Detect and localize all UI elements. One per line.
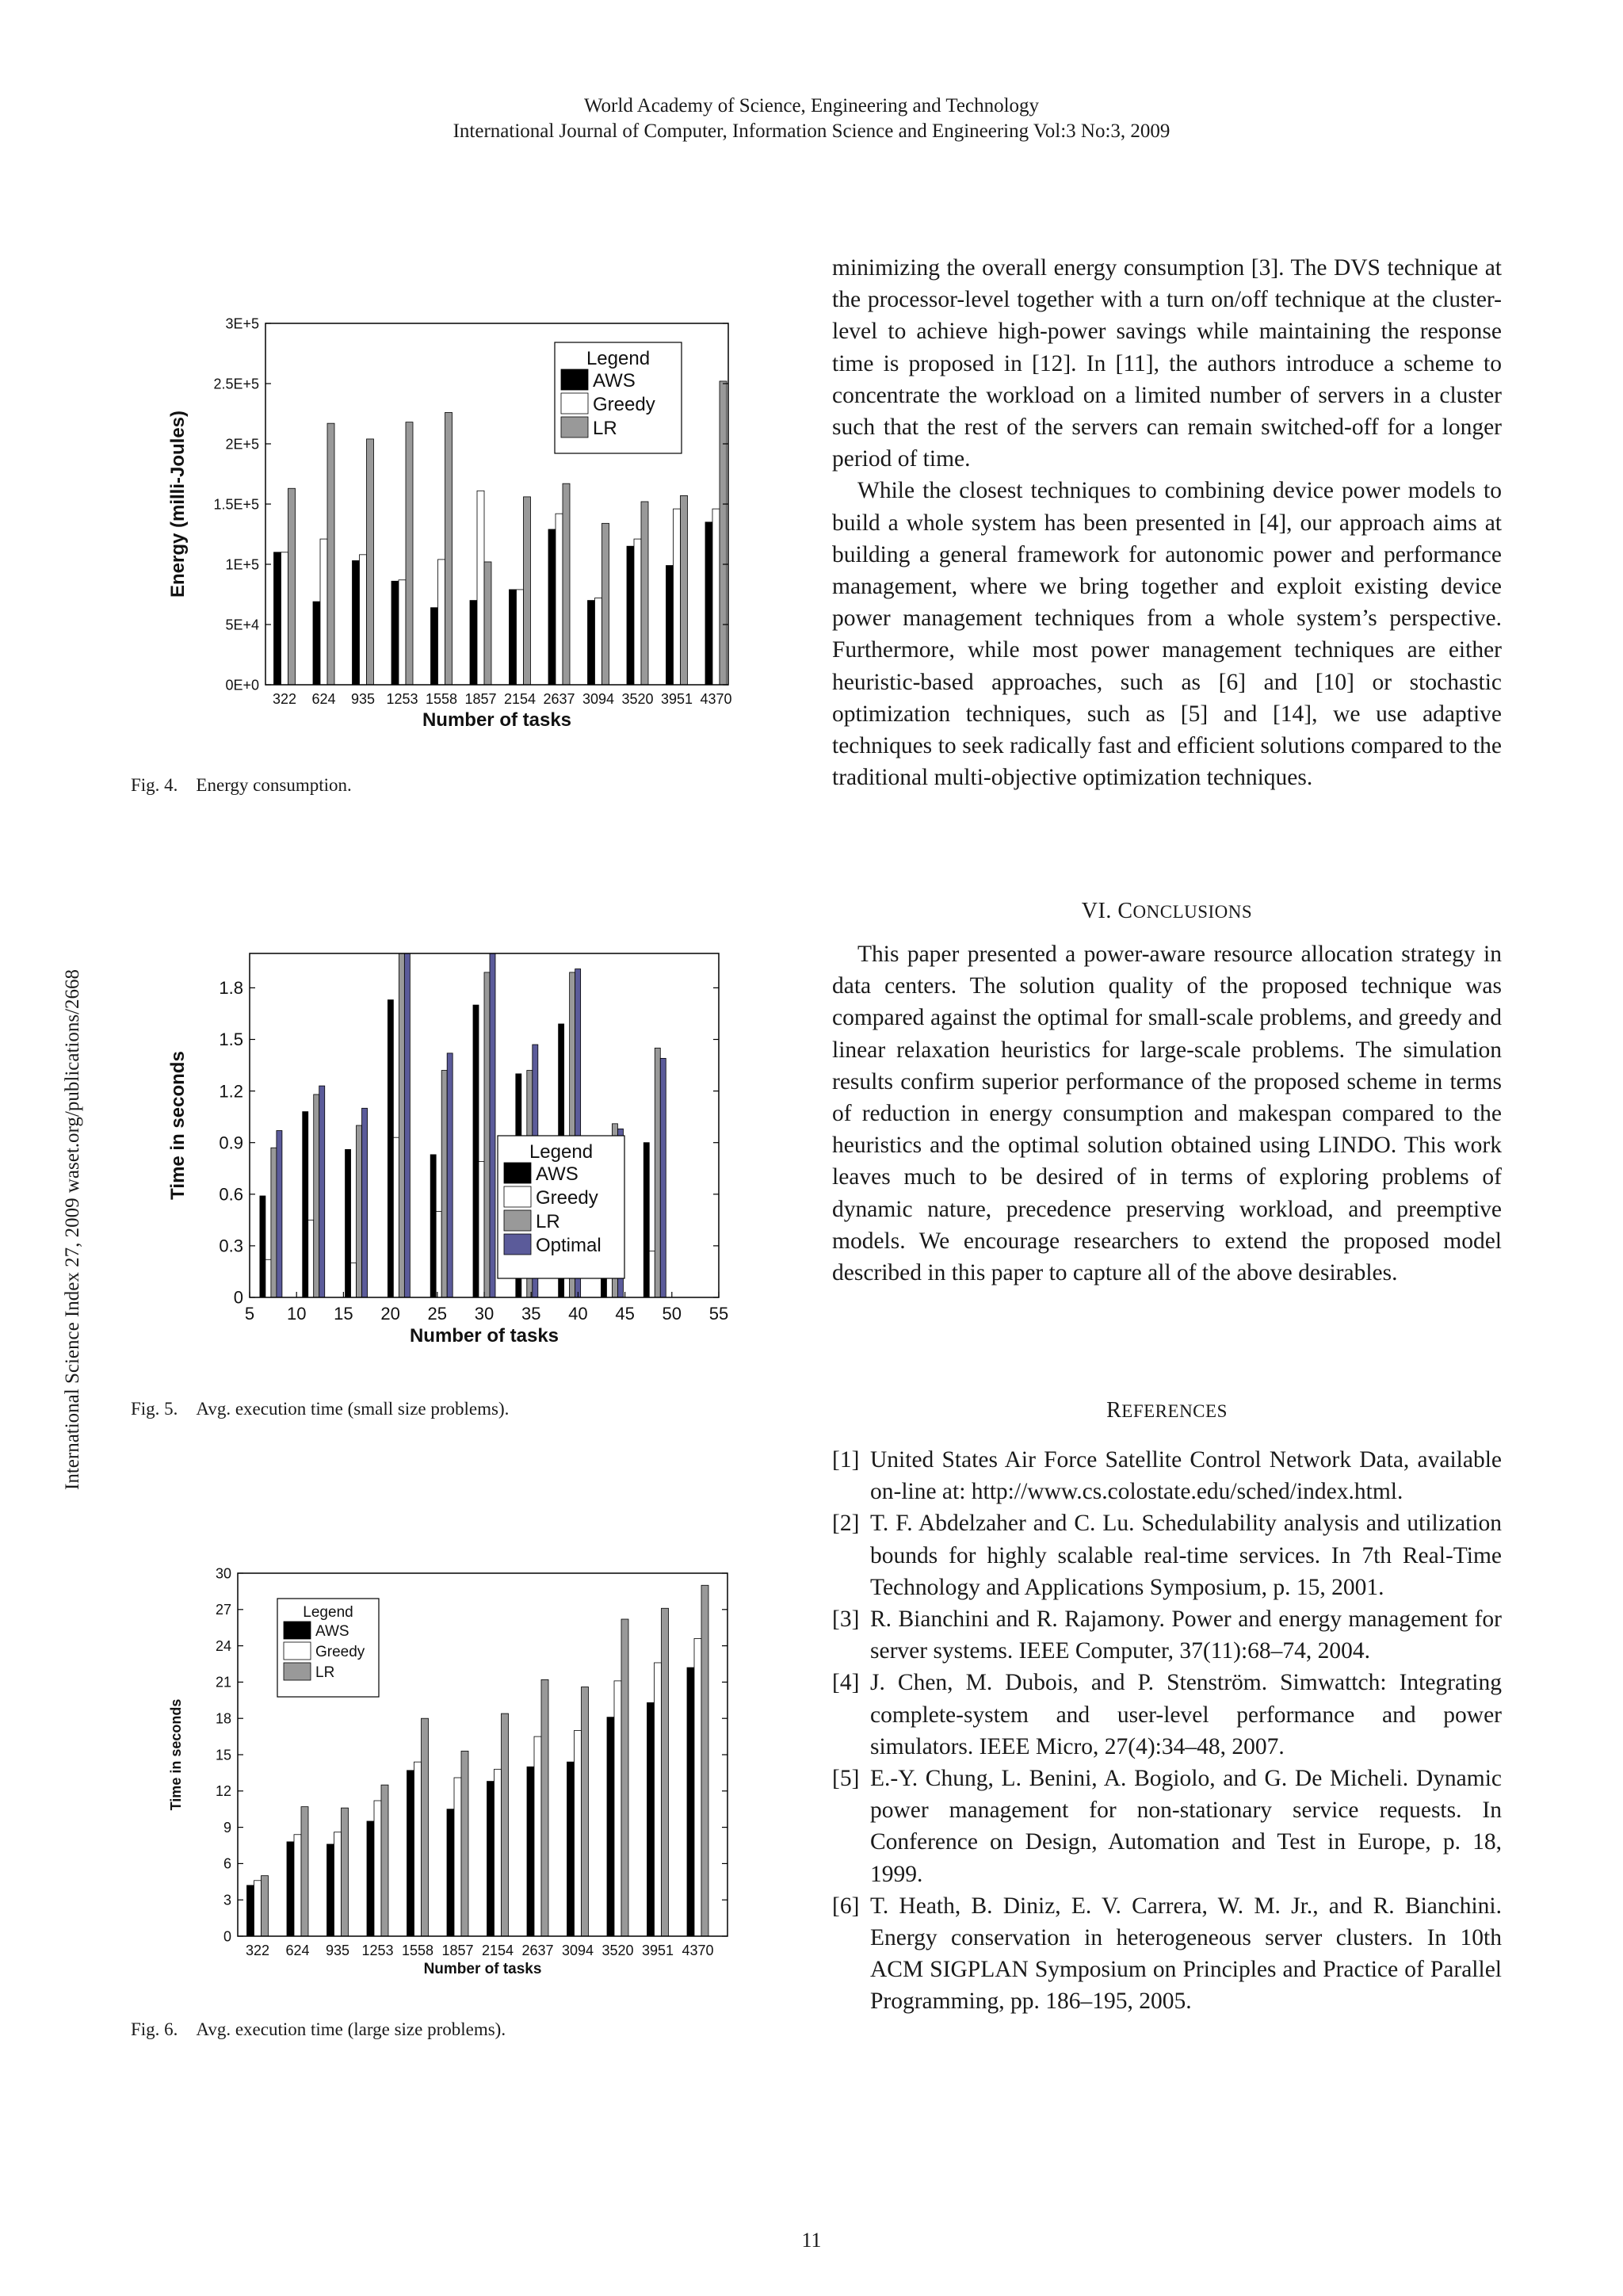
x-tick-label: 1558 [401,1943,434,1958]
legend-swatch-greedy [504,1186,531,1207]
bar-lr [381,1785,388,1936]
fig4-chart [127,309,753,753]
x-tick-label: 45 [615,1304,635,1324]
legend-title: Legend [529,1141,594,1163]
bar-lr [399,945,404,1297]
y-axis-title: Time in seconds [167,1051,189,1200]
y-axis-title: Energy (milli-Joules) [167,410,189,598]
bar-aws [260,1196,265,1297]
x-tick-label: 2154 [503,691,537,707]
bar-greedy [575,1730,582,1936]
x-tick-label: 935 [350,691,376,707]
bar-greedy [294,1835,301,1936]
bar-aws [346,1149,351,1297]
y-tick-label: 18 [215,1710,231,1727]
bar-lr [445,412,453,685]
figure-5 [127,939,753,1367]
x-tick-label: 322 [245,1943,270,1958]
bar-greedy [320,539,327,685]
legend [555,342,682,453]
y-tick-label: 12 [215,1783,231,1800]
reference-text: J. Chen, M. Dubois, and P. Stenström. Simwattch: Integrating complete-system and user-level performance and power simulators. IEEE Micro, 27(4):34–48, 2007. [870,1670,1502,1759]
y-tick-label: 3E+5 [225,315,259,332]
bar-lr [367,439,374,685]
legend-label: Greedy [315,1644,365,1660]
bar-aws [567,1762,575,1936]
bar-greedy [712,509,720,685]
bar-aws [303,1112,308,1297]
x-tick-label: 322 [272,691,297,707]
bar-aws [447,1809,454,1936]
legend-swatch-lr [284,1663,311,1680]
legend-swatch-aws [504,1163,531,1183]
reference-text: T. Heath, B. Diniz, E. V. Carrera, W. M. Jr., and R. Bianchini. Energy conservation in heterogeneous server clusters. In 10th ACM SIGPLAN Symposium on Principles and Practice of Parallel Programming, pp. 186–195, 2005. [870,1893,1502,2015]
reference-text: R. Bianchini and R. Rajamony. Power and energy management for server systems. IEEE Computer, 37(11):68–74, 2004. [870,1606,1502,1664]
bar-lr [541,1679,548,1936]
bar-lr [582,1687,589,1936]
bar-aws [391,581,399,685]
bar-greedy [454,1778,461,1936]
y-tick-label: 30 [215,1565,231,1582]
y-tick-label: 0.6 [219,1184,243,1205]
right-column-text [832,252,1502,793]
bar-aws [527,1767,534,1936]
bar-aws [607,1717,614,1936]
bar-greedy [374,1801,381,1936]
legend-label: Greedy [536,1187,598,1209]
bar-greedy [614,1681,621,1936]
bar-optimal [490,945,495,1297]
legend-label: AWS [536,1163,579,1185]
x-tick-label: 935 [325,1943,350,1958]
bar-aws [705,522,712,685]
legend-swatch-lr [504,1210,531,1231]
journal-header [0,94,1623,144]
bar-greedy [281,552,288,685]
legend-label: Optimal [536,1235,601,1256]
x-tick-label: 4370 [700,691,732,707]
reference-number: [1] [832,1447,860,1473]
x-tick-label: 50 [662,1304,682,1324]
y-axis-title: Time in seconds [168,1698,184,1811]
bar-aws [431,608,438,685]
legend-swatch-aws [561,369,588,390]
bar-aws [510,590,517,685]
x-tick-label: 2154 [481,1943,514,1958]
bar-aws [588,601,595,685]
bar-greedy [694,1638,701,1936]
bar-aws [407,1771,414,1936]
x-axis-title: Number of tasks [422,709,572,731]
bar-optimal [319,1086,325,1297]
bar-lr [524,497,531,685]
y-tick-label: 0E+0 [225,677,259,693]
bar-greedy [479,1162,484,1297]
bar-aws [247,1885,254,1936]
y-tick-label: 0.3 [219,1236,243,1256]
reference-number: [5] [832,1766,860,1792]
legend-label: LR [536,1211,560,1232]
bar-lr [271,1148,277,1297]
bar-greedy [595,598,602,685]
bar-lr [720,381,727,685]
legend-swatch-aws [284,1622,311,1639]
bar-lr [641,502,648,685]
fig5-caption: Fig. 5. Avg. execution time (small size problems). [131,1399,510,1419]
legend [498,1136,624,1278]
bar-aws [687,1668,694,1936]
bar-lr [655,1048,660,1297]
bar-aws [313,602,320,685]
reference-text: United States Air Force Satellite Control Network Data, available on-line at: http://www.cs.colostate.edu/sched/index.html. [870,1447,1502,1505]
bar-aws [287,1842,294,1936]
bar-greedy [265,1259,271,1297]
bar-greedy [495,1769,502,1936]
y-tick-label: 0.9 [219,1133,243,1153]
x-tick-label: 624 [285,1943,310,1958]
bar-lr [621,1619,628,1936]
x-tick-label: 3094 [582,691,615,707]
bar-lr [327,423,334,685]
y-tick-label: 1.8 [219,978,243,999]
reference-list [832,1444,1502,2018]
bar-greedy [674,509,681,685]
bar-optimal [660,1058,666,1297]
legend-label: LR [593,418,617,439]
body-paragraph-2: While the closest techniques to combining device power models to build a whole system has been presented in [4], our approach aims at building a general framework for autonomic power and performance management, where we bring together and exploit existing device power management techniques from a whole system’s perspective. Furthermore, while most power management techniques are either heuristic-based approaches, such as [6] and [10] or stochastic optimization techniques, such as [5] and [14], we use adaptive techniques to seek radically fast and efficient solutions compared to the traditional multi-objective optimization techniques. [832,478,1502,791]
heading-initial: R [1106,1398,1122,1423]
bar-optimal [404,945,410,1297]
x-tick-label: 4370 [682,1943,714,1958]
x-tick-label: 3951 [641,1943,674,1958]
y-tick-label: 0 [223,1928,231,1945]
bar-aws [666,566,674,685]
x-tick-label: 1857 [464,691,497,707]
x-tick-label: 3951 [660,691,693,707]
y-tick-label: 27 [215,1602,231,1618]
bar-greedy [393,1137,399,1297]
y-tick-label: 2.5E+5 [213,376,259,392]
heading-smallcaps: EFERENCES [1121,1401,1228,1421]
legend-label: AWS [593,370,636,392]
legend-title: Legend [303,1604,353,1621]
bar-aws [274,552,281,685]
x-tick-label: 25 [427,1304,448,1324]
y-tick-label: 1.5E+5 [213,496,259,513]
reference-number: [6] [832,1893,860,1919]
y-tick-label: 21 [215,1674,231,1690]
body-paragraph-1: minimizing the overall energy consumption [3]. The DVS technique at the processor-level together with a turn on/off technique at the cluster-level to achieve high-power savings while maintaining the response time is proposed in [12]. In [11], the authors introduce a scheme to concentrate the workload on a limited number of servers in a cluster such that the rest of the servers can remain switched-off for a longer period of time. [832,255,1502,472]
bar-greedy [334,1832,342,1936]
reference-item [832,1444,1502,1507]
x-tick-label: 3520 [621,691,654,707]
heading-smallcaps: ONCLUSIONS [1132,902,1253,922]
bar-lr [484,562,491,685]
reference-item [832,1763,1502,1890]
reference-number: [4] [832,1670,860,1696]
y-tick-label: 9 [223,1819,231,1836]
bar-aws [470,601,477,685]
bar-aws [473,1005,479,1297]
x-tick-label: 3094 [561,1943,594,1958]
bar-lr [662,1608,669,1936]
y-tick-label: 1.2 [219,1081,243,1102]
bar-greedy [534,1736,541,1936]
bar-lr [314,1095,319,1297]
x-axis-title: Number of tasks [423,1961,542,1977]
y-tick-label: 24 [215,1637,231,1654]
bar-greedy [517,590,524,685]
bar-greedy [655,1663,662,1936]
x-tick-label: 30 [474,1304,495,1324]
figure-6 [127,1557,753,1993]
bar-aws [388,1000,393,1297]
reference-item [832,1603,1502,1667]
bar-aws [643,1143,649,1297]
legend-title: Legend [586,348,651,369]
y-tick-label: 5E+4 [225,617,259,633]
bar-lr [357,1125,362,1297]
section-conclusions-heading [832,896,1502,928]
bar-greedy [634,539,641,685]
header-line-1: World Academy of Science, Engineering and Technology [583,95,1040,117]
x-tick-label: 20 [380,1304,400,1324]
bar-greedy [399,580,406,685]
fig6-caption: Fig. 6. Avg. execution time (large size problems). [131,2019,506,2039]
bar-aws [487,1782,495,1936]
reference-item [832,1507,1502,1603]
bar-greedy [254,1881,262,1936]
x-tick-label: 1558 [425,691,458,707]
side-label-wrap [62,904,94,1490]
section-references-heading [832,1395,1502,1427]
bar-aws [367,1821,374,1936]
bar-aws [647,1702,655,1936]
conclusions-text [832,938,1502,1289]
section-number: VI. [1081,899,1112,923]
bar-greedy [414,1762,422,1936]
legend-label: LR [315,1664,335,1681]
fig4-caption: Fig. 4. Energy consumption. [131,775,352,795]
x-tick-label: 2637 [521,1943,554,1958]
legend-swatch-greedy [561,393,588,414]
bar-greedy [649,1251,655,1297]
bar-aws [548,529,556,685]
x-tick-label: 624 [311,691,336,707]
legend [277,1599,379,1697]
bar-lr [602,523,609,685]
bar-aws [627,546,634,685]
x-tick-label: 5 [244,1304,255,1324]
x-tick-label: 1253 [386,691,418,707]
y-tick-label: 1E+5 [225,556,259,573]
reference-number: [2] [832,1511,860,1537]
bar-lr [701,1585,708,1936]
bar-greedy [351,1263,357,1297]
bar-lr [262,1876,269,1936]
x-tick-label: 55 [708,1304,729,1324]
y-tick-label: 1.5 [219,1030,243,1050]
reference-item [832,1890,1502,2018]
legend-label: Greedy [593,394,655,415]
x-axis-title: Number of tasks [409,1325,559,1347]
bar-lr [502,1713,509,1936]
legend-swatch-greedy [284,1642,311,1660]
reference-number: [3] [832,1606,860,1633]
reference-text: E.-Y. Chung, L. Benini, A. Bogiolo, and G. De Micheli. Dynamic power management for non-stationary service requests. In Conference on Design, Automation and Test in Europe, p. 18, 1999. [870,1766,1502,1887]
bar-lr [342,1808,349,1936]
y-tick-label: 2E+5 [225,436,259,453]
bar-lr [406,422,413,685]
figure-4 [127,309,753,753]
bar-optimal [447,1053,453,1297]
bar-greedy [556,514,563,685]
reference-text: T. F. Abdelzaher and C. Lu. Schedulability analysis and utilization bounds for highly scalable real-time services. In 7th Real-Time Technology and Applications Symposium, p. 15, 2001. [870,1511,1502,1600]
x-tick-label: 2637 [543,691,575,707]
bar-optimal [277,1131,282,1297]
bar-optimal [362,1108,368,1297]
bar-aws [327,1844,334,1936]
page-number: 11 [801,2229,822,2252]
bar-aws [353,560,360,685]
y-tick-label: 6 [223,1855,231,1872]
y-tick-label: 3 [223,1892,231,1908]
bar-lr [461,1751,468,1936]
y-tick-label: 0 [233,1287,243,1308]
x-tick-label: 3520 [601,1943,634,1958]
bar-aws [430,1155,436,1297]
bar-lr [484,972,490,1297]
bar-lr [681,495,688,685]
bar-lr [563,483,570,685]
legend-swatch-lr [561,417,588,437]
x-tick-label: 35 [521,1304,541,1324]
x-tick-label: 1253 [361,1943,394,1958]
side-label: International Science Index 27, 2009 waset.org/publications/2668 [62,968,83,1490]
body-paragraph-3: This paper presented a power-aware resource allocation strategy in data centers. The solution quality of the proposed technique was compared against the optimal for small-scale problems, and greedy and linear relaxation heuristics for large-scale problems. The simulation results confirm superior performance of the proposed scheme in terms of reduction in energy consumption and makespan compared to the heuristics and the optimal solution obtained using LINDO. This work leaves much to be desired of in terms of exploring problems of dynamic nature, precedence preserving workload, and preemptive models. We encourage researchers to extend the proposed model described in this paper to capture all of the above desirables. [832,942,1502,1286]
y-tick-label: 15 [215,1747,231,1763]
bar-lr [422,1718,429,1936]
bar-greedy [360,555,367,685]
legend-swatch-optimal [504,1234,531,1255]
x-tick-label: 1857 [441,1943,474,1958]
header-line-2: International Journal of Computer, Information Science and Engineering Vol:3 No:3, 2009 [453,120,1170,142]
bar-lr [441,1071,447,1297]
fig5-chart [127,939,753,1367]
bar-greedy [477,491,484,685]
bar-greedy [438,560,445,685]
legend-label: AWS [315,1623,349,1640]
x-tick-label: 15 [334,1304,353,1324]
reference-item [832,1667,1502,1763]
heading-initial: C [1117,899,1133,923]
bar-greedy [308,1220,314,1297]
x-tick-label: 40 [568,1304,588,1324]
fig6-chart [127,1557,753,1993]
bar-greedy [436,1212,441,1298]
bar-lr [288,488,296,685]
x-tick-label: 10 [286,1304,307,1324]
bar-lr [301,1807,308,1936]
